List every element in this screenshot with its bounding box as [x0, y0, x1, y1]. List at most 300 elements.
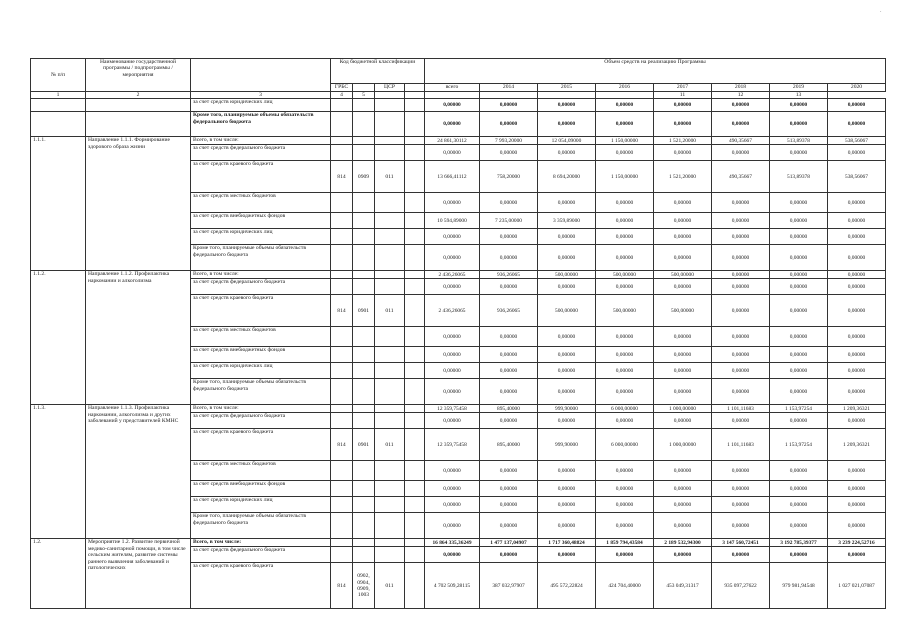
value-cell: 0,00000	[828, 145, 886, 161]
code-cell-empty	[375, 327, 405, 347]
code-cell-empty	[353, 513, 375, 539]
value-cell: 0,00000	[480, 112, 538, 137]
header-year: 2017	[654, 84, 712, 92]
code-cell-empty	[353, 145, 375, 161]
code-cell-empty	[353, 99, 375, 112]
code-cell-empty	[331, 405, 353, 413]
code-cell-empty	[375, 193, 405, 213]
source-label: за счет средств внебюджетных фондов	[191, 481, 331, 497]
value-cell: 490,35667	[712, 161, 770, 193]
value-cell: 0,00000	[712, 99, 770, 112]
header-rz	[353, 84, 375, 92]
code-cell-empty	[375, 99, 405, 112]
header-code-group: Код бюджетной классификации	[331, 59, 425, 84]
value-cell: 0,00000	[828, 481, 886, 497]
value-cell: 12 054,09000	[538, 137, 596, 145]
value-cell: 1 859 794,43584	[596, 539, 654, 547]
code-cell-empty	[331, 193, 353, 213]
code-cell-empty	[375, 279, 405, 295]
value-cell: 0,00000	[770, 213, 828, 229]
value-cell: 1 101,11683	[712, 429, 770, 461]
code-cell-empty	[375, 405, 405, 413]
value-cell: 0,00000	[425, 461, 480, 481]
source-label: Всего, в том числе:	[191, 405, 331, 413]
grbs-code: 814	[331, 161, 353, 193]
value-cell: 0,00000	[596, 363, 654, 379]
grbs-code: 814	[331, 563, 353, 609]
code-cell-empty	[405, 245, 425, 271]
value-cell: 538,56067	[828, 161, 886, 193]
value-cell: 0,00000	[596, 327, 654, 347]
source-label: Кроме того, планируемые объемы обязательств федерального бюджета	[191, 245, 331, 271]
value-cell: 0,00000	[770, 193, 828, 213]
code-cell-empty	[331, 213, 353, 229]
value-cell: 6 000,00000	[596, 429, 654, 461]
value-cell: 0,00000	[770, 347, 828, 363]
header-colnum: 3	[191, 92, 331, 99]
code-cell-empty	[331, 539, 353, 547]
value-cell: 2 436,26065	[425, 295, 480, 327]
code-cell-empty	[331, 481, 353, 497]
direction-name: Направление 1.1.2. Профилактика наркомании и алкоголизма	[86, 271, 191, 405]
source-label: за счет средств юридических лиц	[191, 229, 331, 245]
code-cell-empty	[375, 461, 405, 481]
header-csr: ЦСР	[375, 84, 405, 92]
value-cell: 0,00000	[828, 213, 886, 229]
value-cell: 1 209,36321	[828, 429, 886, 461]
code-cell-empty	[331, 327, 353, 347]
code-cell-empty	[331, 347, 353, 363]
source-label: за счет средств краевого бюджета	[191, 295, 331, 327]
value-cell: 8 694,20000	[538, 161, 596, 193]
vr-code	[405, 295, 425, 327]
value-cell: 0,00000	[654, 413, 712, 429]
value-cell: 0,00000	[480, 379, 538, 405]
value-cell: 0,00000	[425, 99, 480, 112]
source-label: за счет средств юридических лиц	[191, 99, 331, 112]
value-cell: 0,00000	[538, 145, 596, 161]
value-cell: 0,00000	[654, 99, 712, 112]
code-cell-empty	[353, 547, 375, 563]
corner-mark: .	[880, 8, 882, 14]
value-cell: 0,00000	[425, 145, 480, 161]
value-cell: 0,00000	[480, 245, 538, 271]
code-cell-empty	[375, 413, 405, 429]
code-cell-empty	[331, 229, 353, 245]
value-cell: 0,00000	[770, 229, 828, 245]
header-colnum	[375, 92, 405, 99]
value-cell: 0,00000	[828, 327, 886, 347]
code-cell-empty	[375, 245, 405, 271]
value-cell: 0,00000	[480, 497, 538, 513]
value-cell: 0,00000	[538, 481, 596, 497]
value-cell: 1 209,36321	[828, 405, 886, 413]
source-label: за счет средств краевого бюджета	[191, 563, 331, 609]
value-cell: 1 101,11683	[712, 405, 770, 413]
value-cell: 1 153,97254	[770, 405, 828, 413]
value-cell: 0,00000	[538, 513, 596, 539]
code-cell-empty	[353, 229, 375, 245]
value-cell: 0,00000	[770, 461, 828, 481]
value-cell: 0,00000	[596, 497, 654, 513]
header-colnum: 5	[353, 92, 375, 99]
value-cell: 0,00000	[828, 413, 886, 429]
code-cell-empty	[353, 279, 375, 295]
direction-name: Направление 1.1.3. Профилактика наркомании, алкоголизма и других заболеваний у представителей КМНС	[86, 405, 191, 539]
value-cell: 979 981,94548	[770, 563, 828, 609]
value-cell: 0,00000	[770, 145, 828, 161]
table-row	[31, 137, 886, 145]
code-cell-empty	[331, 137, 353, 145]
value-cell: 0,00000	[712, 347, 770, 363]
header-colnum: 11	[654, 92, 712, 99]
code-cell-empty	[353, 347, 375, 363]
code-cell-empty	[375, 271, 405, 279]
value-cell: 0,00000	[712, 363, 770, 379]
value-cell: 0,00000	[654, 363, 712, 379]
source-label: Всего, в том числе:	[191, 137, 331, 145]
value-cell: 0,00000	[828, 245, 886, 271]
code-cell-empty	[405, 461, 425, 481]
value-cell: 0,00000	[596, 245, 654, 271]
value-cell: 3 192 785,39377	[770, 539, 828, 547]
value-cell: 936,26065	[480, 271, 538, 279]
code-cell-empty	[353, 193, 375, 213]
value-cell: 0,00000	[425, 513, 480, 539]
code-cell-empty	[331, 99, 353, 112]
source-label: за счет средств местных бюджетов	[191, 193, 331, 213]
value-cell: 10 594,89000	[425, 213, 480, 229]
value-cell: 500,00000	[654, 295, 712, 327]
code-cell-empty	[353, 413, 375, 429]
table-row	[31, 112, 886, 137]
value-cell: 0,00000	[538, 327, 596, 347]
header-colnum: 13	[770, 92, 828, 99]
value-cell: 1 477 137,04907	[480, 539, 538, 547]
value-cell: 1 150,00000	[596, 137, 654, 145]
value-cell: 0,00000	[712, 481, 770, 497]
rz-code: 0901	[353, 295, 375, 327]
value-cell: 758,20000	[480, 161, 538, 193]
value-cell: 0,00000	[712, 547, 770, 563]
header-year: 2020	[828, 84, 886, 92]
code-cell-empty	[375, 547, 405, 563]
value-cell: 0,00000	[538, 245, 596, 271]
code-cell-empty	[353, 137, 375, 145]
value-cell: 0,00000	[596, 481, 654, 497]
value-cell: 0,00000	[425, 279, 480, 295]
code-cell-empty	[405, 271, 425, 279]
value-cell: 936,26065	[480, 295, 538, 327]
value-cell: 0,00000	[425, 229, 480, 245]
code-cell-empty	[331, 379, 353, 405]
header-colnum	[425, 92, 480, 99]
header-colnum	[538, 92, 596, 99]
value-cell: 500,00000	[654, 271, 712, 279]
csr-code: 011	[375, 429, 405, 461]
value-cell: 0,00000	[770, 481, 828, 497]
source-label: за счет средств внебюджетных фондов	[191, 213, 331, 229]
value-cell: 999,90000	[538, 429, 596, 461]
value-cell: 0,00000	[480, 279, 538, 295]
value-cell: 490,35667	[712, 137, 770, 145]
value-cell: 895,40000	[480, 429, 538, 461]
value-cell: 13 666,41112	[425, 161, 480, 193]
num-cell-empty	[31, 112, 86, 137]
value-cell: 0,00000	[425, 245, 480, 271]
value-cell: 0,00000	[828, 379, 886, 405]
header-total: всего	[425, 84, 480, 92]
value-cell: 538,56067	[828, 137, 886, 145]
value-cell: 0,00000	[425, 547, 480, 563]
code-cell-empty	[375, 539, 405, 547]
value-cell: 0,00000	[596, 413, 654, 429]
value-cell: 0,00000	[596, 547, 654, 563]
code-cell-empty	[405, 193, 425, 213]
vr-code	[405, 429, 425, 461]
source-label: Кроме того, планируемые объемы обязательств федерального бюджета	[191, 112, 331, 137]
value-cell: 0,00000	[654, 213, 712, 229]
source-label: Кроме того, планируемые объемы обязательств федерального бюджета	[191, 379, 331, 405]
code-cell-empty	[405, 413, 425, 429]
value-cell: 500,00000	[538, 271, 596, 279]
header-colnum	[596, 92, 654, 99]
header-grbs: ГРБС	[331, 84, 353, 92]
value-cell: 0,00000	[596, 112, 654, 137]
row-number: 1.1.2.	[31, 271, 86, 405]
value-cell: 1 717 360,48824	[538, 539, 596, 547]
value-cell: 1 521,20000	[654, 161, 712, 193]
header-volume-group: Объем средств на реализацию Программы	[425, 59, 886, 84]
value-cell: 0,00000	[770, 112, 828, 137]
value-cell: 0,00000	[480, 229, 538, 245]
code-cell-empty	[353, 112, 375, 137]
header-colnum: 1	[31, 92, 86, 99]
value-cell: 0,00000	[828, 279, 886, 295]
code-cell-empty	[353, 405, 375, 413]
code-cell-empty	[353, 539, 375, 547]
code-cell-empty	[405, 213, 425, 229]
value-cell: 0,00000	[828, 112, 886, 137]
source-label: за счет средств юридических лиц	[191, 497, 331, 513]
value-cell: 24 861,30112	[425, 137, 480, 145]
header-year: 2016	[596, 84, 654, 92]
code-cell-empty	[405, 547, 425, 563]
value-cell: 0,00000	[828, 295, 886, 327]
code-cell-empty	[375, 112, 405, 137]
value-cell: 3 239 224,52716	[828, 539, 886, 547]
value-cell: 0,00000	[538, 413, 596, 429]
code-cell-empty	[405, 405, 425, 413]
value-cell: 1 027 021,07087	[828, 563, 886, 609]
value-cell: 0,00000	[770, 547, 828, 563]
header-colnum	[480, 92, 538, 99]
value-cell: 0,00000	[538, 497, 596, 513]
code-cell-empty	[405, 112, 425, 137]
program-funding-table	[30, 58, 886, 609]
code-cell-empty	[331, 513, 353, 539]
code-cell-empty	[353, 271, 375, 279]
code-cell-empty	[331, 547, 353, 563]
value-cell: 0,00000	[770, 295, 828, 327]
value-cell: 513,89378	[770, 137, 828, 145]
value-cell: 0,00000	[596, 461, 654, 481]
vr-code	[405, 161, 425, 193]
value-cell: 0,00000	[538, 379, 596, 405]
source-label: за счет средств федерального бюджета	[191, 279, 331, 295]
value-cell: 0,00000	[712, 213, 770, 229]
value-cell: 0,00000	[596, 99, 654, 112]
value-cell: 0,00000	[596, 513, 654, 539]
header-year: 2018	[712, 84, 770, 92]
value-cell: 0,00000	[538, 363, 596, 379]
code-cell-empty	[353, 481, 375, 497]
source-label: за счет средств краевого бюджета	[191, 429, 331, 461]
value-cell: 0,00000	[596, 193, 654, 213]
code-cell-empty	[375, 137, 405, 145]
code-cell-empty	[331, 461, 353, 481]
value-cell: 0,00000	[538, 547, 596, 563]
code-cell-empty	[353, 213, 375, 229]
source-label: за счет средств местных бюджетов	[191, 461, 331, 481]
row-number: 1.1.1.	[31, 137, 86, 271]
value-cell: 0,00000	[538, 193, 596, 213]
header-vr	[405, 84, 425, 92]
value-cell: 0,00000	[828, 347, 886, 363]
value-cell: 0,00000	[712, 413, 770, 429]
value-cell: 424 704,40000	[596, 563, 654, 609]
value-cell: 495 572,22824	[538, 563, 596, 609]
value-cell: 0,00000	[654, 461, 712, 481]
source-label: Всего, в том числе:	[191, 271, 331, 279]
value-cell: 0,00000	[712, 145, 770, 161]
code-cell-empty	[331, 145, 353, 161]
code-cell-empty	[405, 497, 425, 513]
value-cell: 0,00000	[480, 347, 538, 363]
value-cell: 0,00000	[654, 513, 712, 539]
code-cell-empty	[375, 513, 405, 539]
value-cell: 0,00000	[654, 327, 712, 347]
source-label: за счет средств федерального бюджета	[191, 145, 331, 161]
header-colnum-row	[31, 92, 886, 99]
value-cell: 0,00000	[712, 279, 770, 295]
name-cell-empty	[86, 99, 191, 112]
code-cell-empty	[353, 327, 375, 347]
value-cell: 2 436,26065	[425, 271, 480, 279]
value-cell: 0,00000	[538, 229, 596, 245]
code-cell-empty	[375, 379, 405, 405]
source-label: за счет средств юридических лиц	[191, 363, 331, 379]
direction-name: Направление 1.1.1. Формирование здорового образа жизни	[86, 137, 191, 271]
value-cell: 1 000,00000	[654, 429, 712, 461]
value-cell: 12 359,75458	[425, 429, 480, 461]
value-cell: 0,00000	[770, 279, 828, 295]
value-cell: 0,00000	[480, 481, 538, 497]
value-cell: 0,00000	[480, 513, 538, 539]
value-cell: 0,00000	[654, 245, 712, 271]
value-cell: 0,00000	[654, 347, 712, 363]
code-cell-empty	[375, 229, 405, 245]
value-cell: 0,00000	[425, 347, 480, 363]
name-cell-empty	[86, 112, 191, 137]
rz-code: 0901	[353, 429, 375, 461]
value-cell: 0,00000	[770, 379, 828, 405]
code-cell-empty	[331, 245, 353, 271]
value-cell: 0,00000	[712, 193, 770, 213]
value-cell: 0,00000	[538, 279, 596, 295]
value-cell: 500,00000	[596, 271, 654, 279]
value-cell: 0,00000	[596, 229, 654, 245]
value-cell: 0,00000	[425, 497, 480, 513]
code-cell-empty	[405, 137, 425, 145]
code-cell-empty	[405, 229, 425, 245]
value-cell: 0,00000	[712, 513, 770, 539]
source-label: за счет средств краевого бюджета	[191, 161, 331, 193]
value-cell: 0,00000	[480, 461, 538, 481]
value-cell: 0,00000	[654, 229, 712, 245]
value-cell: 0,00000	[828, 99, 886, 112]
code-cell-empty	[353, 379, 375, 405]
value-cell: 0,00000	[828, 547, 886, 563]
header-colnum	[405, 92, 425, 99]
value-cell: 0,00000	[480, 99, 538, 112]
code-cell-empty	[331, 363, 353, 379]
header-colnum: 12	[712, 92, 770, 99]
value-cell: 0,00000	[712, 295, 770, 327]
code-cell-empty	[405, 145, 425, 161]
code-cell-empty	[375, 363, 405, 379]
value-cell: 1 000,00000	[654, 405, 712, 413]
code-cell-empty	[353, 245, 375, 271]
rz-code: 0902, 0904, 0909, 1003	[353, 563, 375, 609]
header-colnum: 2	[86, 92, 191, 99]
code-cell-empty	[331, 271, 353, 279]
value-cell: 1 521,20000	[654, 137, 712, 145]
value-cell: 0,00000	[828, 513, 886, 539]
value-cell: 0,00000	[712, 379, 770, 405]
header-year: 2014	[480, 84, 538, 92]
rz-code: 0909	[353, 161, 375, 193]
code-cell-empty	[405, 327, 425, 347]
code-cell-empty	[405, 99, 425, 112]
code-cell-empty	[331, 413, 353, 429]
table-row	[31, 539, 886, 547]
value-cell: 0,00000	[425, 193, 480, 213]
source-label: за счет средств федерального бюджета	[191, 413, 331, 429]
value-cell: 0,00000	[828, 271, 886, 279]
value-cell: 7 993,20000	[480, 137, 538, 145]
value-cell: 0,00000	[828, 193, 886, 213]
header-year: 2019	[770, 84, 828, 92]
value-cell: 513,89378	[770, 161, 828, 193]
header-num: № п/п	[31, 59, 86, 92]
value-cell: 0,00000	[828, 461, 886, 481]
value-cell: 0,00000	[480, 547, 538, 563]
csr-code: 011	[375, 295, 405, 327]
code-cell-empty	[405, 347, 425, 363]
value-cell: 6 000,00000	[596, 405, 654, 413]
value-cell: 0,00000	[654, 379, 712, 405]
csr-code: 011	[375, 563, 405, 609]
code-cell-empty	[331, 112, 353, 137]
value-cell: 16 864 335,36249	[425, 539, 480, 547]
funding-table	[30, 58, 886, 609]
value-cell: 3 147 560,72451	[712, 539, 770, 547]
value-cell: 0,00000	[596, 379, 654, 405]
value-cell: 0,00000	[538, 112, 596, 137]
value-cell: 0,00000	[770, 245, 828, 271]
code-cell-empty	[405, 279, 425, 295]
